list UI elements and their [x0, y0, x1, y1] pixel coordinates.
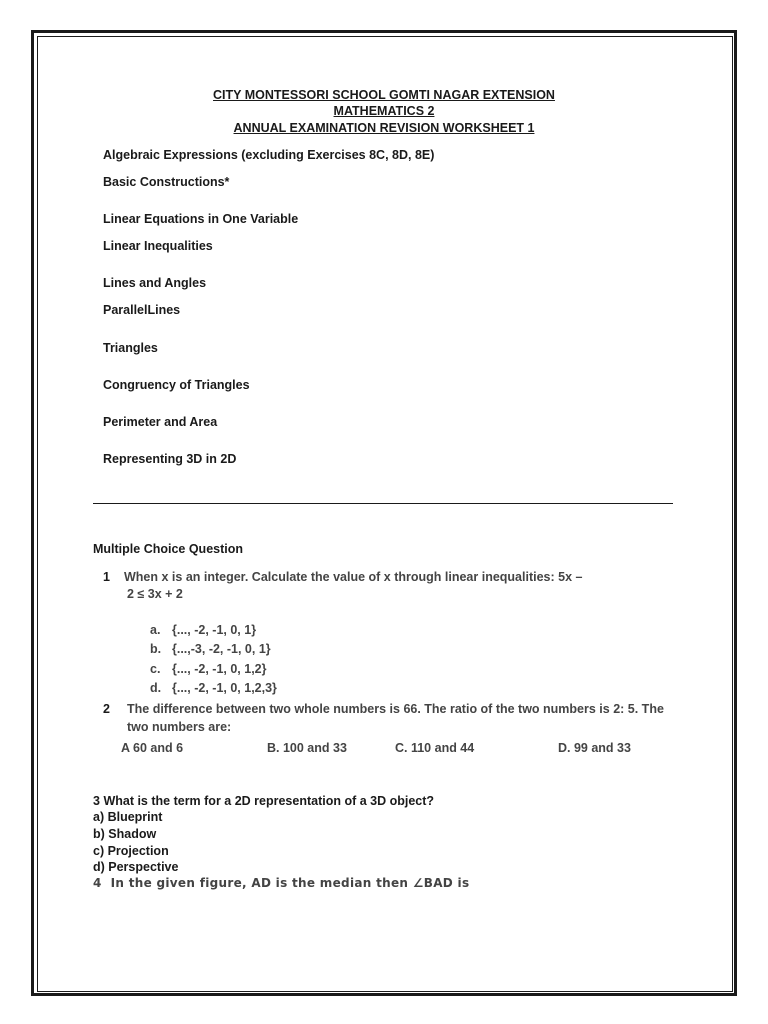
option-letter: a.: [150, 623, 161, 637]
option-c: C. 110 and 44: [395, 741, 475, 755]
topic-item: Linear Equations in One Variable: [103, 212, 299, 226]
section-divider: [93, 503, 673, 504]
option-row: [150, 681, 277, 695]
topic-item: Perimeter and Area: [103, 415, 218, 429]
option-b: B. 100 and 33: [267, 741, 347, 755]
topic-item: Congruency of Triangles: [103, 378, 250, 392]
option-text: {...,-3, -2, -1, 0, 1}: [172, 642, 271, 656]
option-letter: c.: [150, 662, 161, 676]
option-text: {..., -2, -1, 0, 1,2,3}: [172, 681, 277, 695]
option-a: a) Blueprint: [93, 810, 163, 824]
topic-item: Basic Constructions*: [103, 175, 230, 189]
subject-title: MATHEMATICS 2: [333, 104, 435, 118]
topic-item: Algebraic Expressions (excluding Exercises 8C, 8D, 8E): [103, 148, 435, 162]
topic-item: Representing 3D in 2D: [103, 452, 237, 466]
worksheet-title: ANNUAL EXAMINATION REVISION WORKSHEET 1: [233, 121, 535, 135]
option-text: {..., -2, -1, 0, 1,2}: [172, 662, 267, 676]
question-2-text: The difference between two whole numbers is 66. The ratio of the two numbers is 2: 5. The: [127, 702, 664, 716]
school-title: CITY MONTESSORI SCHOOL GOMTI NAGAR EXTENSION: [213, 88, 555, 102]
question-3-text: What is the term for a 2D representation of a 3D object?: [103, 794, 435, 808]
option-c: c) Projection: [93, 844, 169, 858]
option-row: [150, 623, 256, 637]
question-1-text: When x is an integer. Calculate the value of x through linear inequalities: 5x –: [124, 570, 583, 584]
question-number: 3: [93, 794, 100, 808]
mcq-heading: Multiple Choice Question: [93, 542, 244, 556]
option-b: b) Shadow: [93, 827, 157, 841]
option-row: [150, 642, 271, 656]
topic-item: ParallelLines: [103, 303, 181, 317]
question-number: 4: [93, 876, 102, 890]
option-text: {..., -2, -1, 0, 1}: [172, 623, 257, 637]
topic-item: Linear Inequalities: [103, 239, 213, 253]
topic-item: Lines and Angles: [103, 276, 207, 290]
question-number: 2: [103, 702, 110, 716]
question-1-text-cont: 2 ≤ 3x + 2: [127, 587, 183, 601]
option-d: d) Perspective: [93, 860, 179, 874]
option-row: [150, 662, 267, 676]
question-4: [93, 876, 469, 890]
topic-item: Triangles: [103, 341, 158, 355]
option-letter: d.: [150, 681, 162, 695]
option-letter: b.: [150, 642, 162, 656]
question-2-text-cont: two numbers are:: [127, 720, 232, 734]
question-4-text: In the given figure, AD is the median then ∠BAD is: [110, 876, 470, 890]
question-number: 1: [103, 570, 110, 584]
option-a: A 60 and 6: [121, 741, 184, 755]
question-3: [93, 794, 434, 808]
option-d: D. 99 and 33: [558, 741, 631, 755]
